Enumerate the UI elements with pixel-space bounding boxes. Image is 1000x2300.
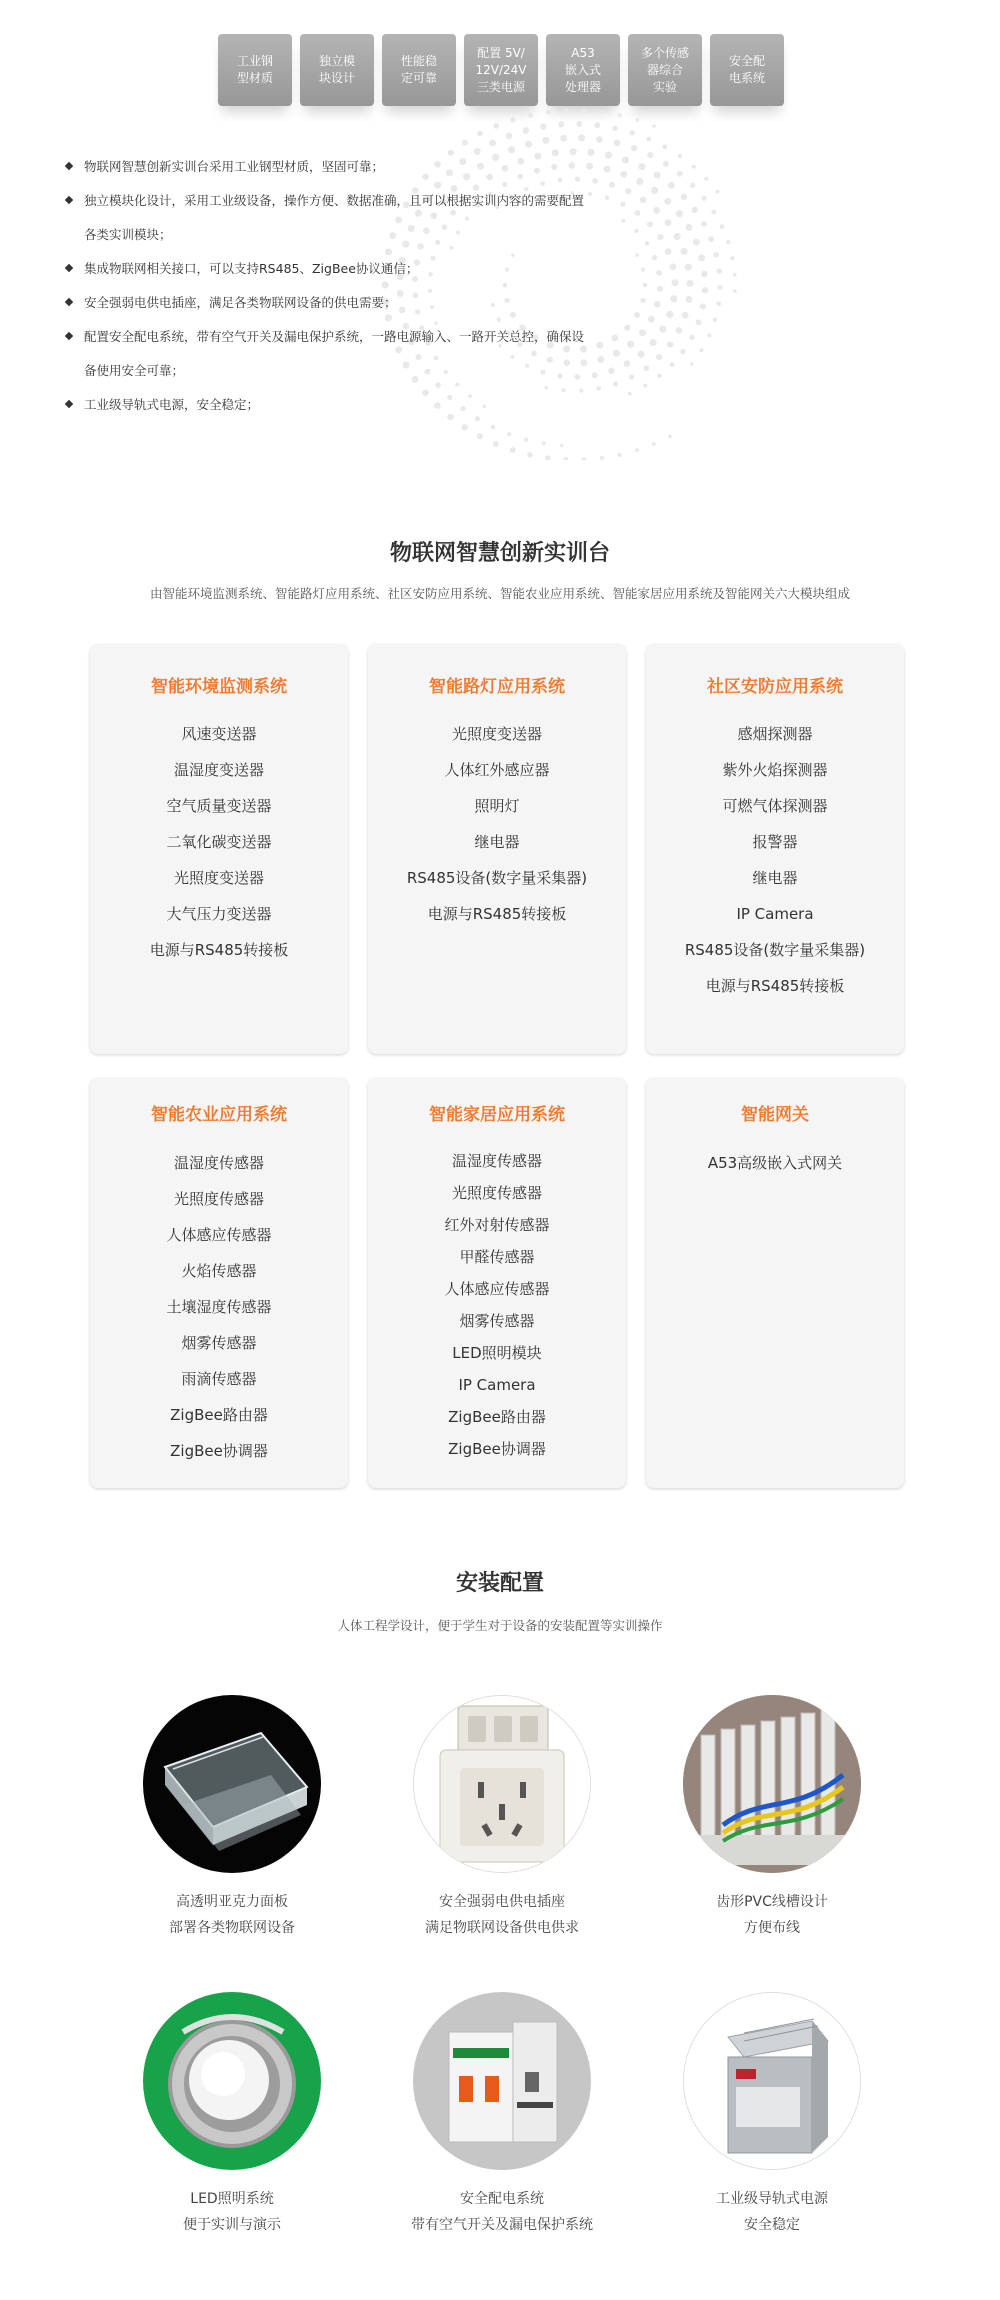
module-item: 风速变送器 xyxy=(181,725,257,743)
install-caption-line2: 带有空气开关及漏电保护系统 xyxy=(411,2217,593,2233)
module-item: 温湿度变送器 xyxy=(173,761,264,779)
module-item: 继电器 xyxy=(752,869,798,887)
rail-power-supply-photo xyxy=(683,1992,861,2170)
feature-tag-label: 工业钢 型材质 xyxy=(236,54,273,85)
diamond-bullet-icon xyxy=(65,264,73,272)
module-card-environment xyxy=(90,644,348,1054)
module-item: 雨滴传感器 xyxy=(181,1370,257,1388)
feature-item xyxy=(64,286,644,320)
diamond-bullet-icon xyxy=(65,332,73,340)
module-item: 照明灯 xyxy=(474,797,520,815)
section-subtitle-training-platform: 由智能环境监测系统、智能路灯应用系统、社区安防应用系统、智能农业应用系统、智能家居应用系统及智能网关六大模块组成 xyxy=(149,586,850,601)
module-item: 人体感应传感器 xyxy=(444,1280,550,1298)
feature-text: 集成物联网相关接口，可以支持RS485、ZigBee协议通信； xyxy=(84,261,419,276)
module-item: 二氧化碳变送器 xyxy=(166,833,272,851)
feature-tag-label: 多个传感 器综合 实验 xyxy=(640,45,689,94)
module-item: 电源与RS485转接板 xyxy=(427,905,567,923)
feature-text: 安全强弱电供电插座，满足各类物联网设备的供电需要； xyxy=(84,295,397,310)
module-item: 温湿度传感器 xyxy=(451,1152,542,1170)
module-item: A53高级嵌入式网关 xyxy=(707,1154,843,1172)
install-caption xyxy=(102,2186,362,2238)
module-item: 电源与RS485转接板 xyxy=(705,977,845,995)
feature-tag-label: 性能稳 定可靠 xyxy=(400,54,437,85)
install-item-rail-power-supply xyxy=(642,1992,902,2238)
feature-list xyxy=(64,150,644,422)
module-item: ZigBee路由器 xyxy=(448,1408,546,1426)
install-item-power-socket xyxy=(372,1695,632,1941)
install-caption xyxy=(642,2186,902,2238)
module-card-smart-home xyxy=(368,1078,626,1488)
diamond-bullet-icon xyxy=(65,400,73,408)
feature-tag-label: 配置 5V/ 12V/24V 三类电源 xyxy=(475,45,527,94)
module-item: 可燃气体探测器 xyxy=(722,797,828,815)
module-card-title: 智能环境监测系统 xyxy=(151,677,287,697)
feature-text-continued: 备使用安全可靠； xyxy=(84,363,185,378)
module-card-title: 智能农业应用系统 xyxy=(151,1105,287,1125)
module-item: ZigBee协调器 xyxy=(448,1440,546,1458)
module-item: 空气质量变送器 xyxy=(166,797,272,815)
install-caption-line1: 安全强弱电供电插座 xyxy=(439,1894,565,1910)
install-caption-line1: 安全配电系统 xyxy=(460,2191,544,2207)
install-caption xyxy=(372,1889,632,1941)
install-caption-line1: LED照明系统 xyxy=(190,2191,274,2207)
feature-item xyxy=(64,388,644,422)
module-item: 光照度传感器 xyxy=(451,1184,542,1202)
feature-text: 独立模块化设计，采用工业级设备，操作方便、数据准确，且可以根据实训内容的需要配置 xyxy=(84,193,585,208)
feature-text: 物联网智慧创新实训台采用工业钢型材质，坚固可靠； xyxy=(84,159,385,174)
module-item: 土壤湿度传感器 xyxy=(166,1298,272,1316)
diamond-bullet-icon xyxy=(65,162,73,170)
module-item: IP Camera xyxy=(736,905,814,923)
module-item: 红外对射传感器 xyxy=(444,1216,550,1234)
install-caption-line2: 部署各类物联网设备 xyxy=(169,1920,295,1936)
module-card-title: 社区安防应用系统 xyxy=(707,677,843,697)
diamond-bullet-icon xyxy=(65,298,73,306)
install-item-acrylic-panel xyxy=(102,1695,362,1941)
install-caption-line2: 满足物联网设备供电供求 xyxy=(425,1920,579,1936)
module-item: 光照度变送器 xyxy=(451,725,542,743)
diamond-bullet-icon xyxy=(65,196,73,204)
feature-item xyxy=(64,150,644,184)
module-item: 大气压力变送器 xyxy=(166,905,272,923)
install-caption xyxy=(372,2186,632,2238)
install-caption-line1: 高透明亚克力面板 xyxy=(176,1894,288,1910)
feature-text: 配置安全配电系统，带有空气开关及漏电保护系统，一路电源输入、一路开关总控，确保设 xyxy=(84,329,585,344)
module-item: 感烟探测器 xyxy=(737,725,813,743)
module-item: RS485设备(数字量采集器) xyxy=(684,941,866,959)
install-caption-line1: 齿形PVC线槽设计 xyxy=(716,1894,828,1910)
module-item: ZigBee协调器 xyxy=(170,1442,268,1460)
circuit-breaker-photo xyxy=(413,1992,591,2170)
feature-tag xyxy=(218,34,292,106)
power-socket-photo xyxy=(413,1695,591,1873)
module-item: 紫外火焰探测器 xyxy=(722,761,828,779)
install-item-pvc-trunking xyxy=(642,1695,902,1941)
module-item: LED照明模块 xyxy=(452,1344,542,1362)
install-caption-line2: 便于实训与演示 xyxy=(183,2217,281,2233)
install-item-led-lighting xyxy=(102,1992,362,2238)
module-card-title: 智能路灯应用系统 xyxy=(429,677,565,697)
install-caption xyxy=(102,1889,362,1941)
install-caption-line2: 安全稳定 xyxy=(744,2217,800,2233)
install-item-power-distribution xyxy=(372,1992,632,2238)
feature-item xyxy=(64,320,644,388)
section-title-installation: 安装配置 xyxy=(455,1571,544,1596)
module-item: 电源与RS485转接板 xyxy=(149,941,289,959)
pvc-trunking-photo xyxy=(683,1695,861,1873)
module-item: IP Camera xyxy=(458,1376,536,1394)
feature-text-continued: 各类实训模块； xyxy=(84,227,172,242)
module-card-title: 智能家居应用系统 xyxy=(429,1105,565,1125)
feature-tag-label: 安全配 电系统 xyxy=(728,54,765,85)
module-card-agriculture xyxy=(90,1078,348,1488)
module-item: 火焰传感器 xyxy=(181,1262,257,1280)
section-subtitle-installation: 人体工程学设计，便于学生对于设备的安装配置等实训操作 xyxy=(337,1618,663,1633)
feature-item xyxy=(64,252,644,286)
module-item: 继电器 xyxy=(474,833,520,851)
module-card-title: 智能网关 xyxy=(741,1105,809,1125)
module-item: 温湿度传感器 xyxy=(173,1154,264,1172)
feature-tag-label: A53 嵌入式 处理器 xyxy=(564,45,601,94)
install-caption xyxy=(642,1889,902,1941)
feature-item xyxy=(64,184,644,252)
module-item: 甲醛传感器 xyxy=(459,1248,535,1266)
led-lighting-photo xyxy=(143,1992,321,2170)
module-item: RS485设备(数字量采集器) xyxy=(406,869,588,887)
module-card-security xyxy=(646,644,904,1054)
module-item: 报警器 xyxy=(752,833,798,851)
module-item: 烟雾传感器 xyxy=(459,1312,535,1330)
module-item: 光照度传感器 xyxy=(173,1190,264,1208)
module-card-streetlight xyxy=(368,644,626,1054)
module-card-gateway xyxy=(646,1078,904,1488)
acrylic-panel-photo xyxy=(143,1695,321,1873)
section-title-training-platform: 物联网智慧创新实训台 xyxy=(389,541,610,566)
install-caption-line2: 方便布线 xyxy=(744,1920,800,1936)
module-item: ZigBee路由器 xyxy=(170,1406,268,1424)
feature-tag-label: 独立模 块设计 xyxy=(318,54,355,85)
module-item: 人体感应传感器 xyxy=(166,1226,272,1244)
install-caption-line1: 工业级导轨式电源 xyxy=(716,2191,828,2207)
feature-text: 工业级导轨式电源，安全稳定； xyxy=(84,397,260,412)
module-item: 人体红外感应器 xyxy=(444,761,550,779)
module-item: 烟雾传感器 xyxy=(181,1334,257,1352)
module-item: 光照度变送器 xyxy=(173,869,264,887)
